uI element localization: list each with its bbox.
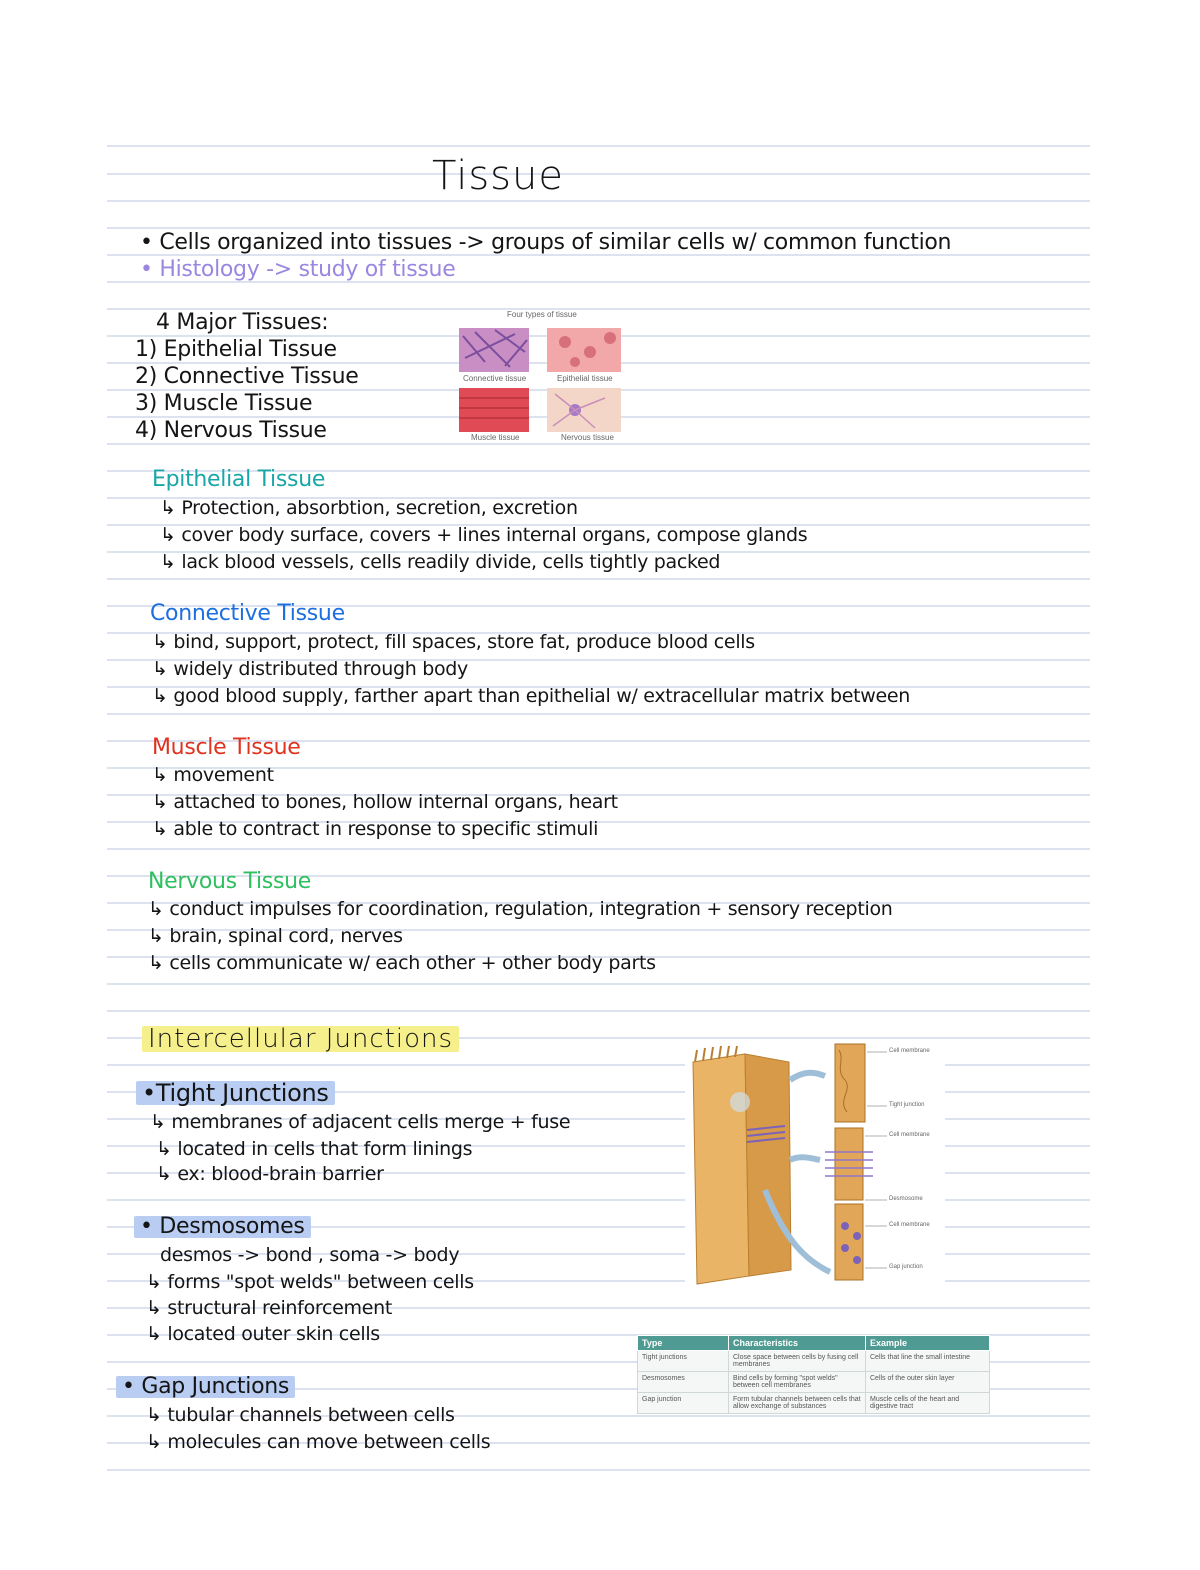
major-item-3: 3) Muscle Tissue [135, 391, 313, 416]
epithelial-line-2: ↳ cover body surface, covers + lines internal organs, compose glands [160, 524, 808, 546]
table-cell: Bind cells by forming "spot welds" between cell membranes [729, 1372, 866, 1393]
table-cell: Form tubular channels between cells that allow exchange of substances [729, 1393, 866, 1414]
muscle-heading: Muscle Tissue [152, 735, 301, 760]
junctions-heading: Intercellular Junctions [142, 1026, 459, 1052]
table-header: Type [638, 1336, 729, 1351]
nervous-heading: Nervous Tissue [148, 869, 311, 894]
nervous-line-1: ↳ conduct impulses for coordination, regulation, integration + sensory reception [148, 898, 893, 920]
caption-muscle: Muscle tissue [471, 433, 520, 442]
label-desmosome: Desmosome [889, 1196, 923, 1202]
gap-line-1: ↳ tubular channels between cells [146, 1404, 455, 1426]
table-cell: Close space between cells by fusing cell membranes [729, 1351, 866, 1372]
four-tissue-figure [455, 308, 635, 443]
label-gap-junction: Gap junction [889, 1264, 923, 1270]
table-cell: Cells of the outer skin layer [866, 1372, 990, 1393]
caption-epithelial: Epithelial tissue [557, 374, 613, 383]
tight-junctions-heading: •Tight Junctions [136, 1081, 335, 1105]
caption-nervous: Nervous tissue [561, 433, 614, 442]
nervous-line-3: ↳ cells communicate w/ each other + other body parts [148, 952, 656, 974]
muscle-line-1: ↳ movement [152, 764, 274, 786]
intro-bullet-histology: • Histology -> study of tissue [140, 257, 456, 282]
table-row [638, 1393, 990, 1414]
junction-table-wrapper [637, 1335, 990, 1414]
intro-bullet-cells [140, 232, 951, 254]
desmosomes-heading: • Desmosomes [134, 1216, 311, 1238]
desmosomes-line-2: ↳ structural reinforcement [146, 1297, 393, 1319]
label-cell-membrane-2: Cell membrane [889, 1132, 930, 1138]
desmosomes-etymology: desmos -> bond , soma -> body [160, 1244, 460, 1266]
table-cell: Tight junctions [638, 1351, 729, 1372]
table-header-row [638, 1336, 990, 1351]
nervous-tissue-image [547, 388, 621, 432]
table-header: Characteristics [729, 1336, 866, 1351]
table-cell: Desmosomes [638, 1372, 729, 1393]
major-item-4: 4) Nervous Tissue [135, 418, 327, 443]
caption-connective: Connective tissue [463, 374, 527, 383]
junction-figure [685, 1040, 945, 1290]
gap-junctions-heading: • Gap Junctions [116, 1376, 295, 1398]
label-tight-junction: Tight junction [889, 1102, 925, 1108]
table-cell: Gap junction [638, 1393, 729, 1414]
epithelial-heading: Epithelial Tissue [152, 467, 326, 492]
connective-line-2: ↳ widely distributed through body [152, 658, 468, 680]
tight-line-3: ↳ ex: blood-brain barrier [156, 1163, 384, 1185]
table-cell: Cells that line the small intestine [866, 1351, 990, 1372]
label-cell-membrane-3: Cell membrane [889, 1222, 930, 1228]
label-cell-membrane-1: Cell membrane [889, 1048, 930, 1054]
junction-diagram [685, 1040, 945, 1290]
page-title: Tissue [432, 153, 564, 199]
tight-line-1: ↳ membranes of adjacent cells merge + fuse [150, 1111, 571, 1133]
muscle-tissue-image [459, 388, 529, 432]
nervous-line-2: ↳ brain, spinal cord, nerves [148, 925, 403, 947]
figure-title: Four types of tissue [507, 310, 577, 319]
muscle-line-3: ↳ able to contract in response to specific stimuli [152, 818, 599, 840]
intro-bullet-text: • Cells organized into tissues -> groups of similar cells w/ common function [140, 230, 952, 255]
table-cell: Muscle cells of the heart and digestive tract [866, 1393, 990, 1414]
major-tissues-heading: 4 Major Tissues: [156, 310, 329, 335]
epithelial-line-1: ↳ Protection, absorbtion, secretion, excretion [160, 497, 578, 519]
desmosomes-line-3: ↳ located outer skin cells [146, 1323, 380, 1345]
table-header: Example [866, 1336, 990, 1351]
muscle-line-2: ↳ attached to bones, hollow internal organs, heart [152, 791, 618, 813]
connective-heading: Connective Tissue [150, 601, 345, 626]
major-item-1: 1) Epithelial Tissue [135, 337, 337, 362]
table-row [638, 1372, 990, 1393]
junction-table [637, 1335, 990, 1414]
connective-line-3: ↳ good blood supply, farther apart than epithelial w/ extracellular matrix between [152, 685, 911, 707]
gap-line-2: ↳ molecules can move between cells [146, 1431, 491, 1453]
epithelial-line-3: ↳ lack blood vessels, cells readily divide, cells tightly packed [160, 551, 721, 573]
tissue-images [455, 322, 635, 447]
desmosomes-line-1: ↳ forms "spot welds" between cells [146, 1271, 474, 1293]
connective-line-1: ↳ bind, support, protect, fill spaces, store fat, produce blood cells [152, 631, 755, 653]
major-item-2: 2) Connective Tissue [135, 364, 359, 389]
table-row [638, 1351, 990, 1372]
tight-line-2: ↳ located in cells that form linings [156, 1138, 473, 1160]
